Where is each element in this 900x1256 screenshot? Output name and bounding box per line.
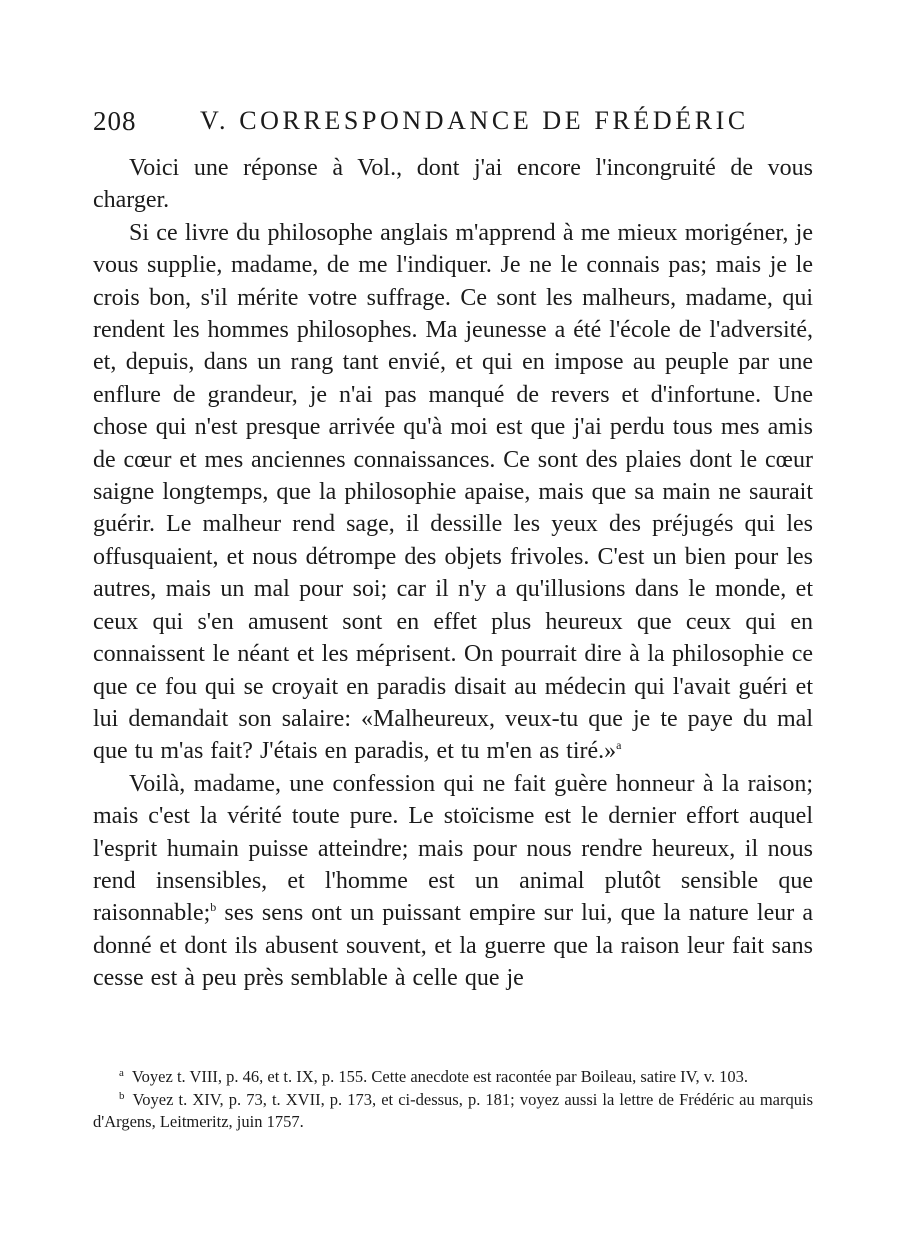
page-header xyxy=(93,106,813,146)
paragraph xyxy=(93,217,813,768)
paragraph-text: Voici une réponse à Vol., dont j'ai encore l'incongruité de vous charger. xyxy=(93,155,813,214)
book-page xyxy=(93,0,813,1256)
footnote xyxy=(93,1066,813,1088)
footnote-reference[interactable]: a xyxy=(616,738,622,753)
paragraph xyxy=(93,152,813,217)
paragraph-text: Voilà, madame, une confession qui ne fait guère honneur à la raison; mais c'est la vérité toute pure. Le stoïcisme est le dernier effort auquel l'esprit humain puisse atteindre; mais pour nous rendre heureux, il nous rend insensibles, et l'homme est un animal plutôt sensible que raisonnable; xyxy=(93,770,813,927)
paragraph-text: Si ce livre du philosophe anglais m'apprend à me mieux morigéner, je vous supplie, madame, de me l'indiquer. Je ne le connais pas; mais je le crois bon, s'il mérite votre suffrage. Ce sont les malheurs, madame, qui rendent les hommes philosophes. Ma jeunesse a été l'école de l'adversité, et, depuis, dans un rang tant envié, et qui en impose au peuple par une enflure de grandeur, je n'ai pas manqué de revers et d'infortune. Une chose qui n'est presque arrivée qu'à moi est que j'ai perdu tous mes amis de cœur et mes anciennes connaissances. Ce sont des plaies dont le cœur saigne longtemps, que la philosophie apaise, mais que sa main ne saurait guérir. Le malheur rend sage, il dessille les yeux des préjugés qui les offusquaient, et nous détrompe des objets frivoles. C'est un bien pour les autres, mais un mal pour soi; car il n'y a qu'illusions dans le monde, et ceux qui s'en amusent sont en effet plus heureux que ceux qui en connaissent le néant et les méprisent. On pourrait dire à la philosophie ce que ce fou qui se croyait en paradis disait au médecin qui l'avait guéri et lui demandait son salaire: «Malheureux, veux-tu que je te paye du mal que tu m'as fait? J'étais en paradis, et tu m'en as tiré.» xyxy=(93,219,813,765)
footnote xyxy=(93,1089,813,1133)
footnote-marker: a xyxy=(119,1066,124,1079)
page-number: 208 xyxy=(93,106,137,136)
letter-body xyxy=(93,152,813,995)
footnote-text: Voyez t. VIII, p. 46, et t. IX, p. 155. Cette anecdote est racontée par Boileau, satire IV, v. 103. xyxy=(131,1067,749,1086)
footnotes xyxy=(93,1066,813,1134)
paragraph-text: ses sens ont un puissant empire sur lui, que la nature leur a donné et dont ils abusent souvent, et la guerre que la raison leur fait sans cesse est à peu près semblable à celle que je xyxy=(93,900,813,992)
running-title: V. CORRESPONDANCE DE FRÉDÉRIC xyxy=(200,106,749,135)
paragraph xyxy=(93,768,813,995)
footnote-text: Voyez t. XIV, p. 73, t. XVII, p. 173, et ci-dessus, p. 181; voyez aussi la lettre de Frédéric au marquis d'Argens, Leitmeritz, juin 1757. xyxy=(93,1090,813,1131)
footnote-marker: b xyxy=(119,1089,125,1102)
footnote-reference[interactable]: b xyxy=(210,900,217,915)
